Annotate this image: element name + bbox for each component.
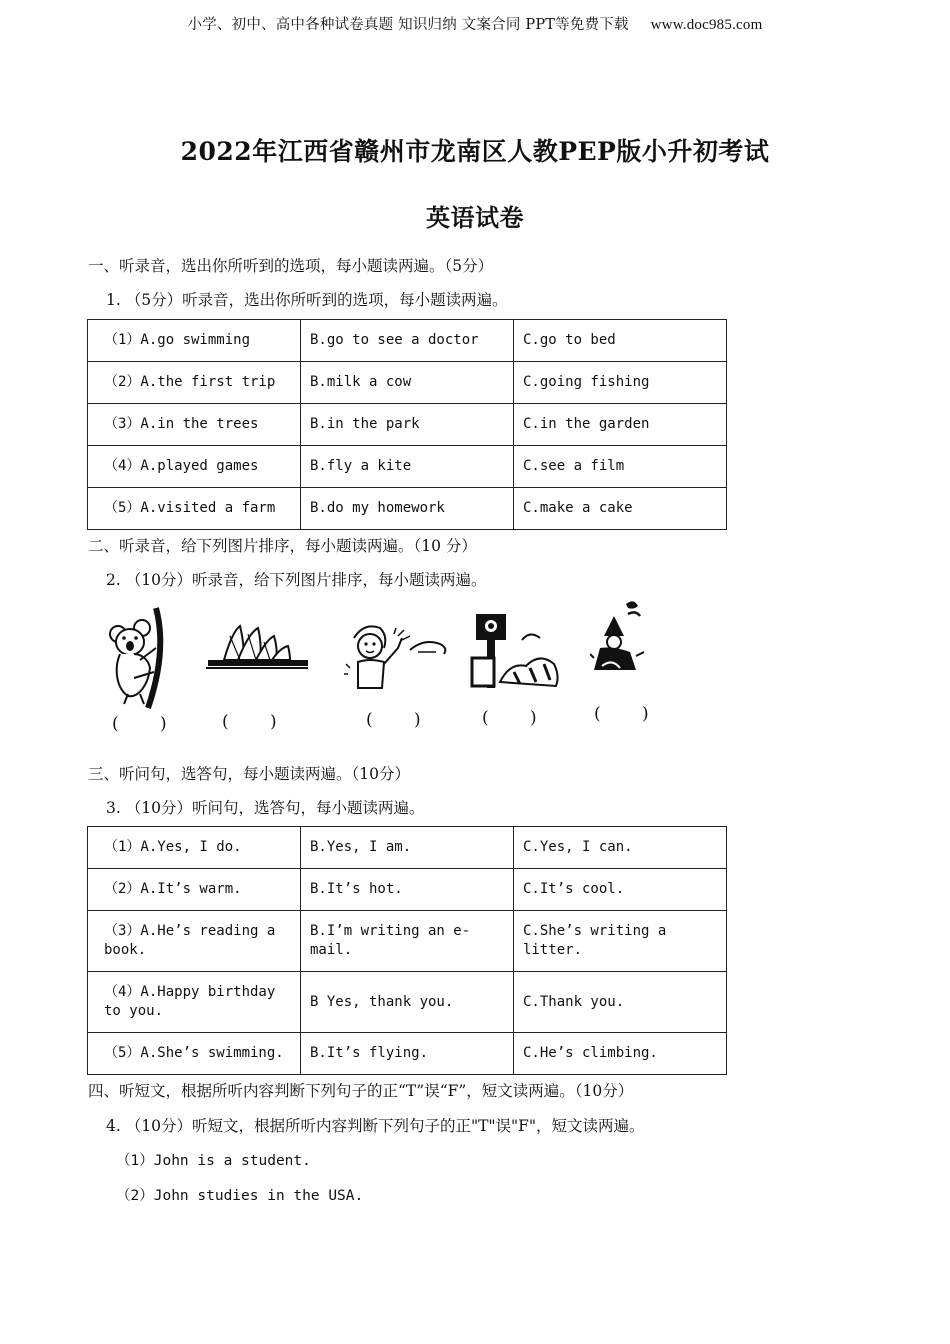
option-c: C.see a film — [514, 446, 727, 488]
witch-icon — [590, 596, 650, 678]
girl-waving-icon — [344, 618, 454, 694]
option-a: （3）A.in the trees — [88, 404, 301, 446]
part1-question: 1. （5分）听录音，选出你所听到的选项，每小题读两遍。 — [106, 291, 508, 309]
table-row — [88, 1033, 727, 1075]
option-a: （3）A.He’s reading a book. — [88, 911, 301, 972]
table-row — [88, 446, 727, 488]
part3-question: 3. （10分）听问句，选答句，每小题读两遍。 — [106, 799, 425, 817]
option-b: B.I’m writing an e-mail. — [301, 911, 514, 972]
option-a: （4）A.Happy birthday to you. — [88, 972, 301, 1033]
table-row — [88, 488, 727, 530]
statement-item: （2）John studies in the USA. — [116, 1188, 364, 1204]
option-a: （4）A.played games — [88, 446, 301, 488]
picture-blank[interactable]: ( ) — [366, 710, 439, 730]
option-a: （1）A.Yes, I do. — [88, 827, 301, 869]
picture-blank[interactable]: ( ) — [594, 704, 667, 724]
picture-blank[interactable]: ( ) — [482, 708, 555, 728]
option-a: （1）A.go swimming — [88, 320, 301, 362]
exam-title: 2022年江西省赣州市龙南区人教PEP版小升初考试 — [180, 137, 770, 166]
option-b: B.do my homework — [301, 488, 514, 530]
option-b: B.go to see a doctor — [301, 320, 514, 362]
picture-blank[interactable]: ( ) — [112, 714, 185, 734]
statement-item: （1）John is a student. — [116, 1153, 311, 1169]
part2-heading: 二、听录音，给下列图片排序，每小题读两遍。（10 分） — [88, 537, 477, 555]
option-c: C.She’s writing a litter. — [514, 911, 727, 972]
picture-blank[interactable]: ( ) — [222, 712, 295, 732]
option-c: C.He’s climbing. — [514, 1033, 727, 1075]
part1-options-table — [87, 319, 727, 530]
part3-heading: 三、听问句，选答句，每小题读两遍。（10分） — [88, 765, 410, 783]
koala-icon — [104, 598, 176, 712]
part2-question: 2. （10分）听录音，给下列图片排序，每小题读两遍。 — [106, 571, 487, 589]
option-a: （5）A.She’s swimming. — [88, 1033, 301, 1075]
header-site-url[interactable]: www.doc985.com — [650, 17, 763, 33]
table-row — [88, 320, 727, 362]
table-row — [88, 869, 727, 911]
exam-subtitle: 英语试卷 — [426, 203, 524, 232]
option-a: （2）A.It’s warm. — [88, 869, 301, 911]
option-a: （2）A.the first trip — [88, 362, 301, 404]
option-c: C.Yes, I can. — [514, 827, 727, 869]
option-b: B.in the park — [301, 404, 514, 446]
option-b: B.It’s hot. — [301, 869, 514, 911]
table-row — [88, 362, 727, 404]
option-b: B.It’s flying. — [301, 1033, 514, 1075]
table-row — [88, 404, 727, 446]
opera-house-icon — [204, 620, 310, 676]
table-row — [88, 911, 727, 972]
table-row — [88, 827, 727, 869]
option-b: B.milk a cow — [301, 362, 514, 404]
option-c: C.make a cake — [514, 488, 727, 530]
option-a: （5）A.visited a farm — [88, 488, 301, 530]
part1-heading: 一、听录音，选出你所听到的选项，每小题读两遍。（5分） — [88, 257, 494, 275]
traffic-light-icon — [470, 612, 562, 692]
option-c: C.It’s cool. — [514, 869, 727, 911]
header-text: 小学、初中、高中各种试卷真题 知识归纳 文案合同 PPT等免费下载 — [187, 17, 629, 33]
part4-heading: 四、听短文，根据所听内容判断下列句子的正“T”误“F”，短文读两遍。（10分） — [88, 1082, 634, 1100]
option-c: C.go to bed — [514, 320, 727, 362]
option-b: B Yes, thank you. — [301, 972, 514, 1033]
table-row — [88, 972, 727, 1033]
option-b: B.fly a kite — [301, 446, 514, 488]
option-c: C.Thank you. — [514, 972, 727, 1033]
page-header — [0, 13, 950, 34]
option-c: C.in the garden — [514, 404, 727, 446]
part4-question: 4. （10分）听短文，根据所听内容判断下列句子的正"T"误"F"，短文读两遍。 — [106, 1117, 645, 1135]
option-b: B.Yes, I am. — [301, 827, 514, 869]
part3-options-table — [87, 826, 727, 1075]
option-c: C.going fishing — [514, 362, 727, 404]
